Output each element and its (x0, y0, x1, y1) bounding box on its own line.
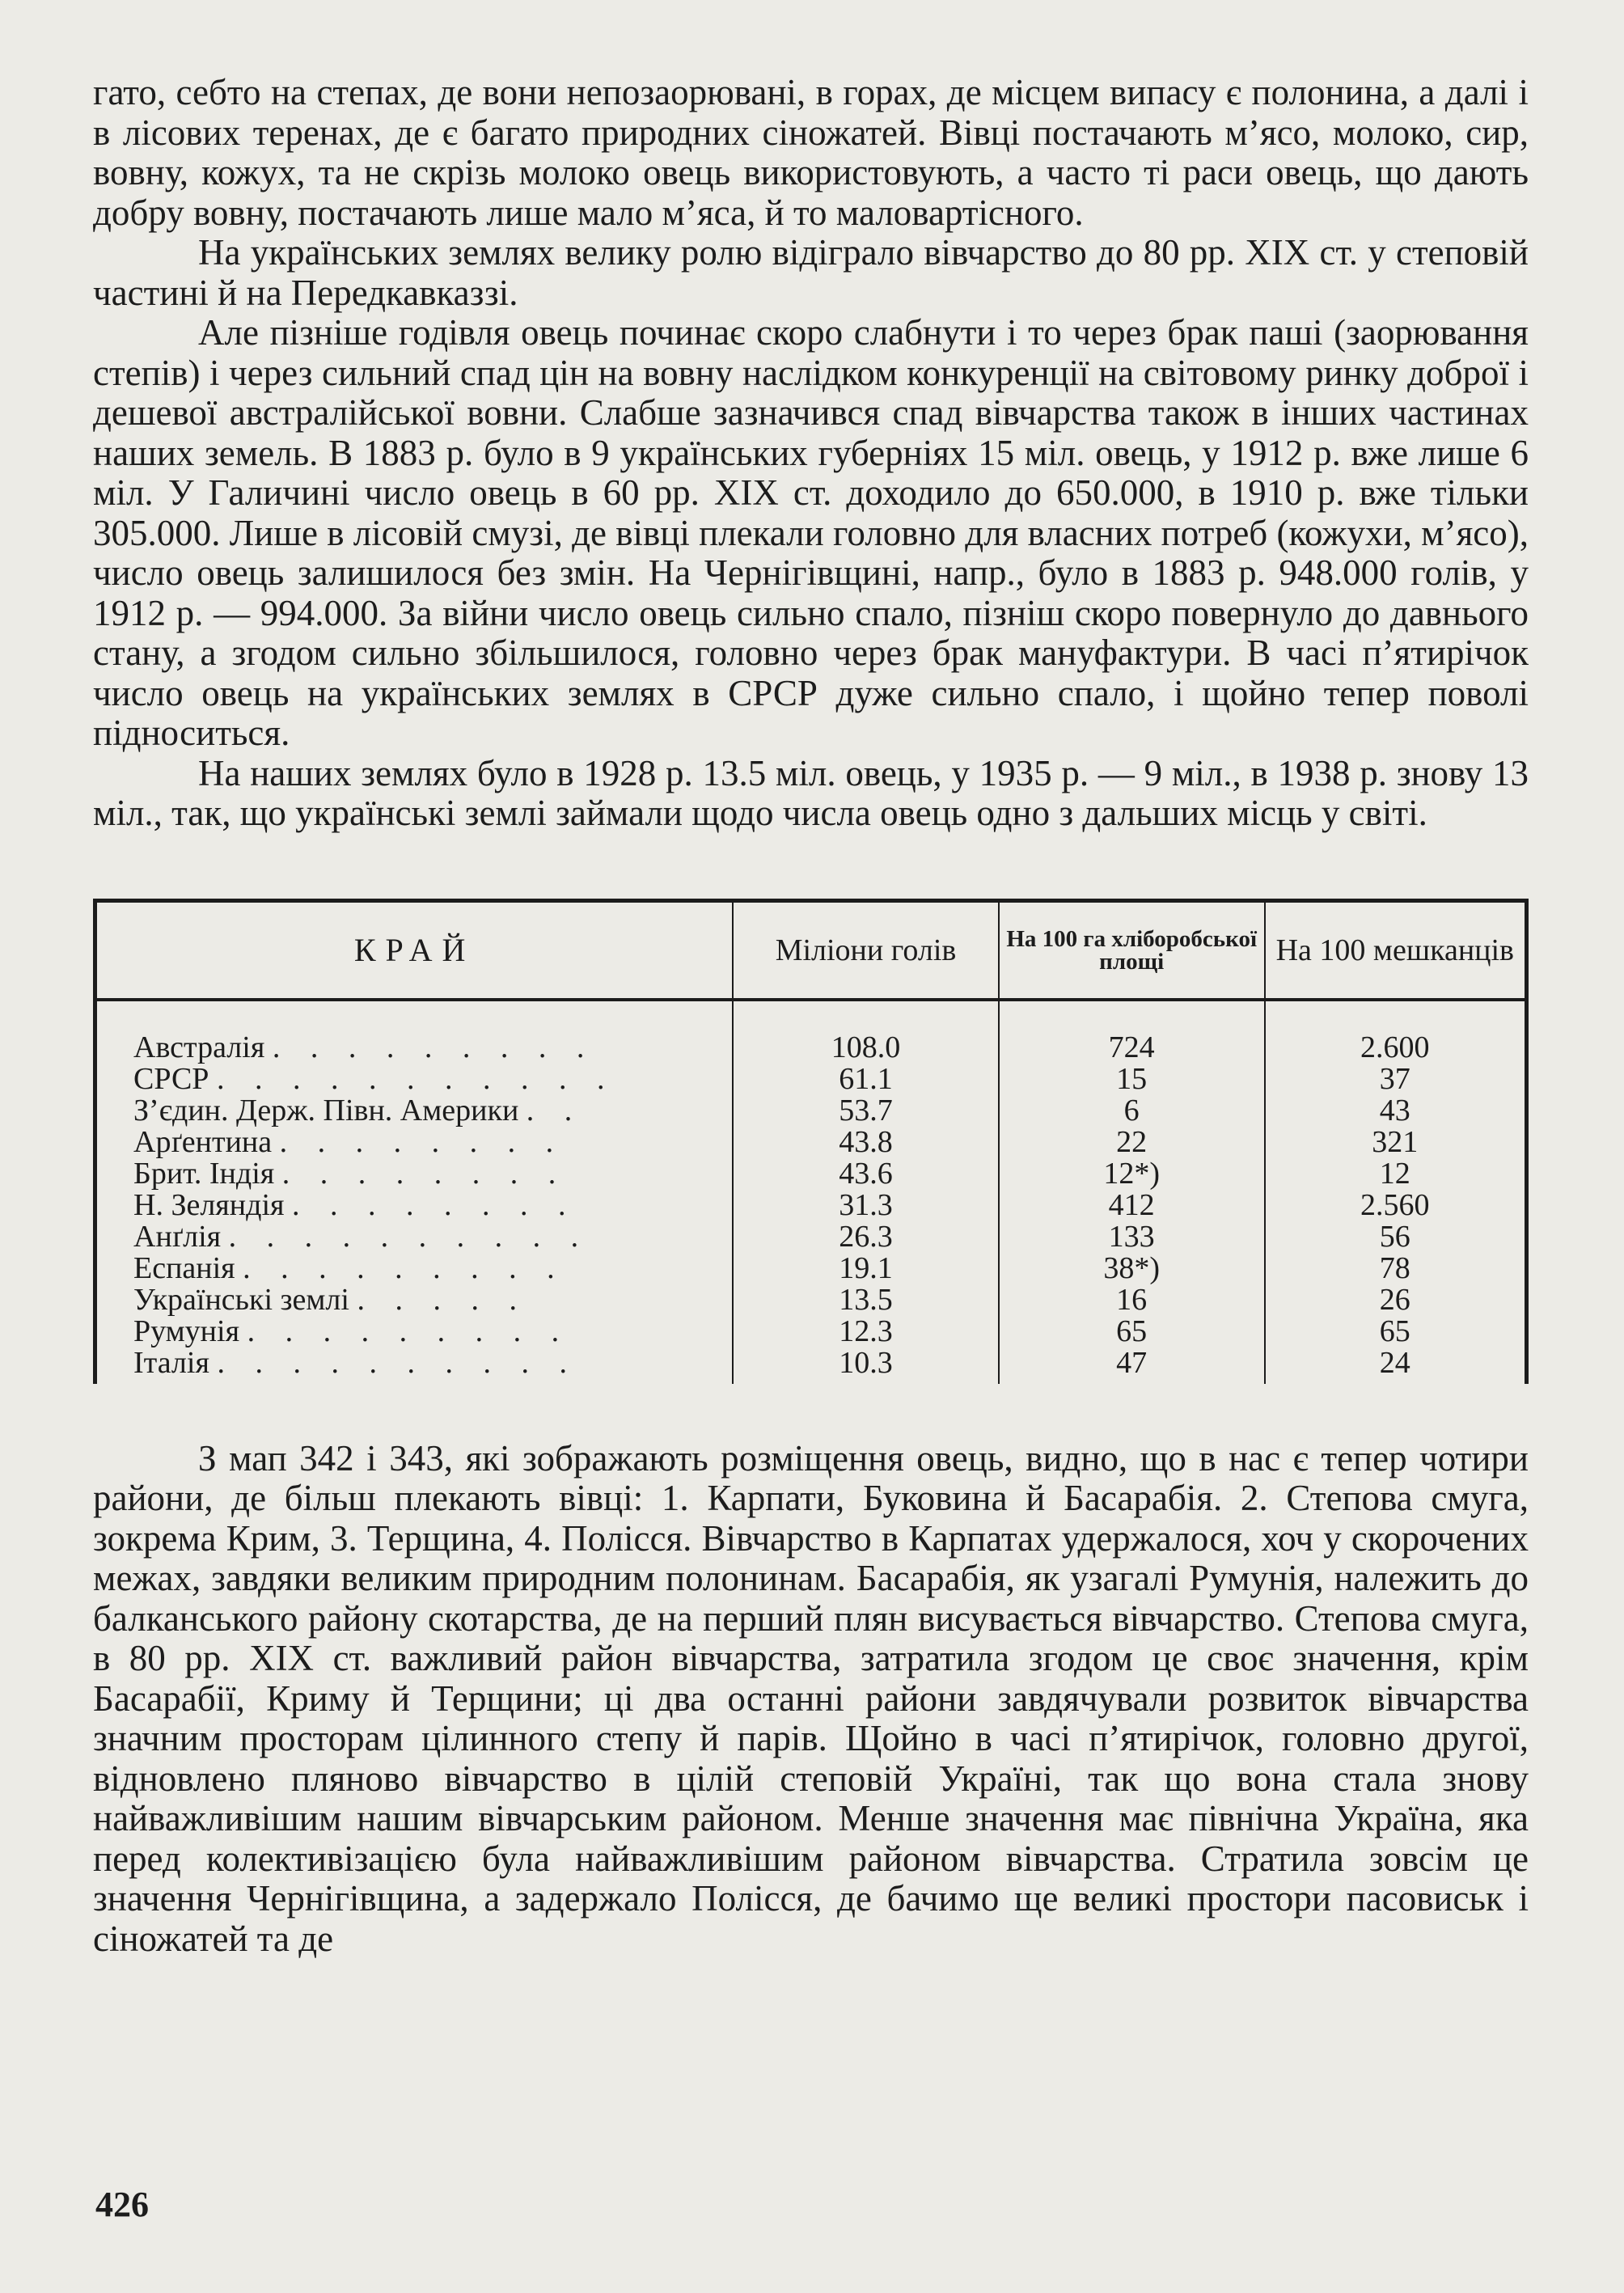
cell-per-area: 6 (999, 1095, 1265, 1127)
cell-country: Італія . . . . . . . . . . (133, 1345, 578, 1380)
cell-millions: 10.3 (733, 1347, 998, 1384)
cell-country: Еспанія . . . . . . . . . (133, 1250, 566, 1285)
book-page (93, 57, 1529, 1959)
cell-millions: 26.3 (733, 1221, 998, 1253)
paragraph: гато, себто на степах, де вони непозаорювані, в горах, де місцем випасу є полонина, а далі і в лісових теренах, де є багато природних сіножатей. Вівці постачають м’ясо, молоко, сир, вовну, кожух, та не скрізь молоко овець використовують, а часто ті раси овець, що дають добру вовну, постачають лише мало м’яса, й то маловартісного. (93, 72, 1529, 233)
cell-millions: 19.1 (733, 1253, 998, 1284)
header-country: КРАЙ (95, 900, 734, 1000)
cell-per-area: 724 (999, 1000, 1265, 1064)
cell-country: Австралія . . . . . . . . . (133, 1030, 596, 1064)
page-number: 426 (95, 2185, 149, 2224)
cell-per-people: 12 (1265, 1158, 1527, 1190)
cell-millions: 31.3 (733, 1190, 998, 1221)
cell-millions: 53.7 (733, 1095, 998, 1127)
table-row (95, 1284, 1527, 1316)
cell-millions: 61.1 (733, 1064, 998, 1095)
cell-per-people: 2.560 (1265, 1190, 1527, 1221)
table-row (95, 1253, 1527, 1284)
paragraph: Але пізніше годівля овець починає скоро слабнути і то через брак паші (заорювання степів) і через сильний спад цін на вовну наслідком конкуренції на світовому ринку доброї і дешевої австралійської вовни. Слабше зазначився спад вівчарства також в інших частинах наших земель. В 1883 р. було в 9 українських губерніях 15 міл. овець, у 1912 р. вже лише 6 міл. У Галичині число овець в 60 рр. XIX ст. доходило до 650.000, в 1910 р. вже тільки 305.000. Лише в лісовій смузі, де вівці плекали головно для власних потреб (кожухи, м’ясо), число овець залишилося без змін. На Чернігівщині, напр., було в 1883 р. 948.000 голів, у 1912 р. — 994.000. За війни число овець сильно спало, пізніш скоро повернуло до давнього стану, а згодом сильно збільшилося, головно через брак мануфактури. В часі п’ятирічок число овець на українських землях в СРСР дуже сильно спало, і щойно тепер поволі підноситься. (93, 312, 1529, 753)
table-row (95, 1347, 1527, 1384)
cell-per-people: 37 (1265, 1064, 1527, 1095)
header-per-people: На 100 мешканців (1265, 900, 1527, 1000)
cell-per-area: 133 (999, 1221, 1265, 1253)
cell-per-area: 15 (999, 1064, 1265, 1095)
cell-millions: 108.0 (733, 1000, 998, 1064)
table-header-row (95, 900, 1527, 1000)
cell-per-people: 43 (1265, 1095, 1527, 1127)
cell-per-people: 65 (1265, 1316, 1527, 1347)
header-per-area: На 100 га хліборобської площі (999, 900, 1265, 1000)
paragraph: На українських землях велику ролю відіграло вівчарство до 80 рр. XIX ст. у степовій частині й на Передкавказзі. (93, 232, 1529, 313)
table-row (95, 1158, 1527, 1190)
paragraph: З мап 342 і 343, які зображають розміщення овець, видно, що в нас є тепер чотири райони, де більш плекають вівці: 1. Карпати, Буковина й Басарабія. 2. Степова смуга, зокрема Крим, 3. Терщина, 4. Полісся. Вівчарство в Карпатах удержалося, хоч у скорочених межах, завдяки великим природним полонинам. Басарабія, як узагалі Румунія, належить до балканського району скотарства, де на перший плян висувається вівчарство. Степова смуга, в 80 рр. XIX ст. важливий район вівчарства, затратила згодом це своє значення, крім Басарабії, Криму й Терщини; ці два останні райони завдячували розвиток вівчарства значним просторам цілинного степу й парів. Щойно в часі п’ятирічок, головно другої, відновлено пляново вівчарство в цілій степовій Україні, так що вона стала знову найважливішим нашим вівчарським районом. Менше значення має північна Україна, яка перед колективізацією була найважливішим районом вівчарства. Стратила зовсім це значення Чернігівщина, а задержало Полісся, де бачимо ще великі простори пасовиськ і сіножатей та де (93, 1437, 1529, 1959)
table-row (95, 1190, 1527, 1221)
sheep-statistics-table-wrap (93, 899, 1529, 1384)
cell-country: З’єдин. Держ. Півн. Америки . . (133, 1093, 584, 1127)
cell-country: Брит. Індія . . . . . . . . (133, 1156, 568, 1191)
cell-millions: 12.3 (733, 1316, 998, 1347)
cell-millions: 43.8 (733, 1127, 998, 1158)
cell-country: Арґентина . . . . . . . . (133, 1124, 565, 1159)
cell-per-area: 65 (999, 1316, 1265, 1347)
table-row (95, 1095, 1527, 1127)
header-millions: Міліони голів (733, 900, 998, 1000)
table-row (95, 1000, 1527, 1064)
cell-per-people: 2.600 (1265, 1000, 1527, 1064)
cell-per-area: 47 (999, 1347, 1265, 1384)
table-row (95, 1221, 1527, 1253)
cell-country: СРСР . . . . . . . . . . . (133, 1061, 616, 1096)
cell-per-area: 16 (999, 1284, 1265, 1316)
cell-per-area: 22 (999, 1127, 1265, 1158)
paragraph: На наших землях було в 1928 р. 13.5 міл. овець, у 1935 р. — 9 міл., в 1938 р. знову 13 міл., так, що українські землі займали щодо числа овець одно з дальших місць у світі. (93, 752, 1529, 833)
cell-country: Анґлія . . . . . . . . . . (133, 1219, 590, 1254)
sheep-statistics-table (93, 899, 1529, 1384)
cell-per-area: 38*) (999, 1253, 1265, 1284)
table-row (95, 1127, 1527, 1158)
cell-per-area: 412 (999, 1190, 1265, 1221)
table-body (95, 1000, 1527, 1384)
cell-per-people: 56 (1265, 1221, 1527, 1253)
cell-per-people: 26 (1265, 1284, 1527, 1316)
cell-country: Румунія . . . . . . . . . (133, 1314, 571, 1348)
table-row (95, 1316, 1527, 1347)
cell-country: Н. Зеляндія . . . . . . . . (133, 1187, 577, 1222)
cell-per-people: 78 (1265, 1253, 1527, 1284)
cell-country: Українські землі . . . . . (133, 1282, 528, 1317)
cell-per-people: 24 (1265, 1347, 1527, 1384)
table-row (95, 1064, 1527, 1095)
cell-millions: 13.5 (733, 1284, 998, 1316)
cell-per-people: 321 (1265, 1127, 1527, 1158)
cell-millions: 43.6 (733, 1158, 998, 1190)
cell-per-area: 12*) (999, 1158, 1265, 1190)
